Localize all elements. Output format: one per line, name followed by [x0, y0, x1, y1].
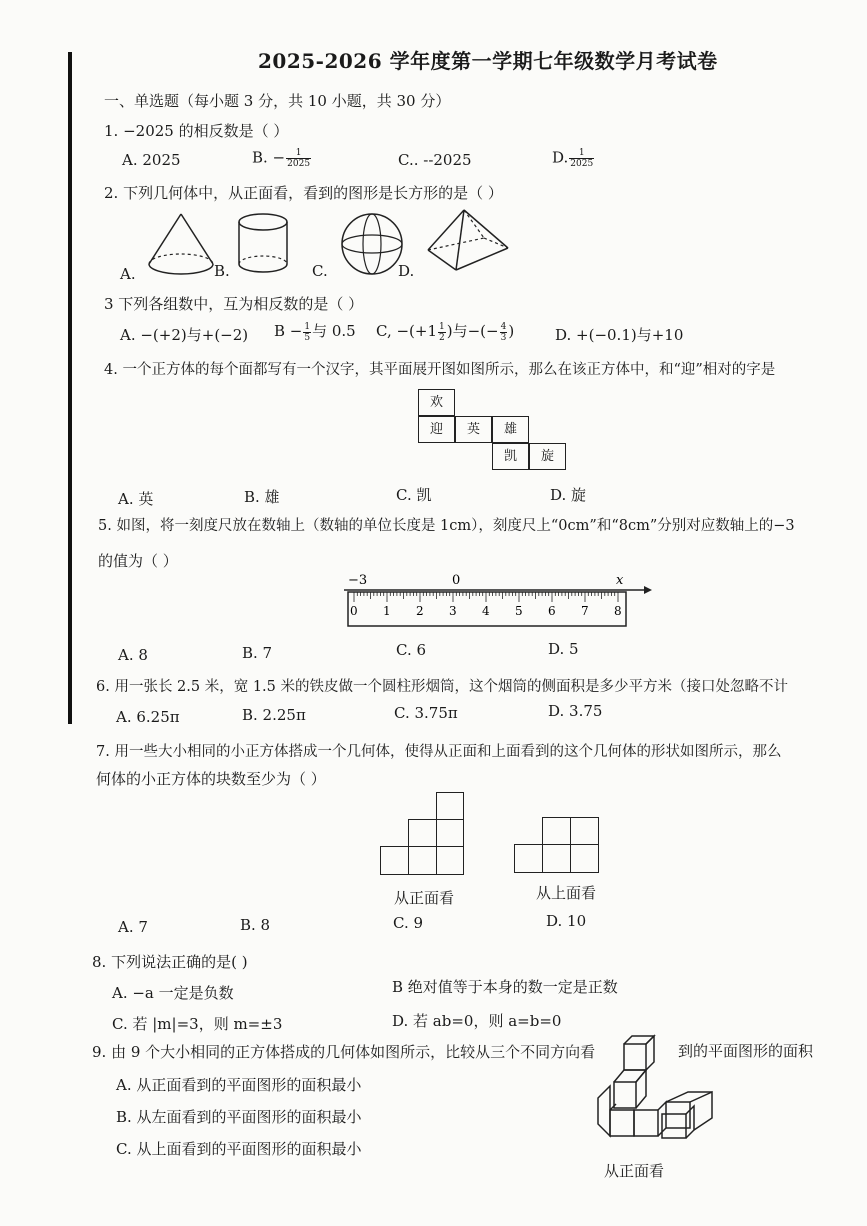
- option-a: A.: [120, 265, 136, 283]
- figure-label: 从正面看: [604, 1162, 665, 1180]
- question-stem: 8. 下列说法正确的是( ): [92, 953, 248, 971]
- question-stem-cont: 到的平面图形的面积: [678, 1042, 814, 1060]
- option-b: B. 2.25π: [242, 706, 306, 724]
- option-b: B. 雄: [244, 488, 280, 506]
- option-d: D. 旋: [550, 486, 587, 504]
- ruler-number: 6: [548, 604, 556, 618]
- ruler-numbers: [350, 604, 622, 618]
- ruler-number: 8: [614, 604, 622, 618]
- ruler-number: 4: [482, 604, 490, 618]
- question-stem: 2. 下列几何体中，从正面看，看到的图形是长方形的是（ ）: [104, 184, 503, 202]
- option-a: A. 7: [118, 918, 148, 936]
- axis-arrow: [644, 586, 652, 594]
- option-d: D. 5: [548, 640, 579, 658]
- option-c: C.. --2025: [398, 151, 472, 169]
- net-cell: 欢: [418, 389, 455, 416]
- number-line-ruler-figure: [340, 570, 650, 630]
- option-d: D. $\frac{1}{2025}$: [552, 148, 594, 169]
- option-c: C. 3.75π: [394, 704, 458, 722]
- question-stem: 3 下列各组数中，互为相反数的是（ ）: [104, 295, 364, 313]
- page-title: 2025-2026 学年度第一学期七年级数学月考试卷: [258, 49, 718, 73]
- option-b: B.: [214, 262, 230, 280]
- option-d: D. 10: [546, 912, 587, 930]
- option-c: C. 从上面看到的平面图形的面积最小: [116, 1140, 362, 1158]
- option-c: C. 9: [393, 914, 424, 932]
- option-d: D. 3.75: [548, 702, 603, 720]
- option-a: A. 英: [118, 490, 154, 508]
- axis-label: 0: [452, 573, 461, 588]
- section-heading: 一、单选题（每小题 3 分，共 10 小题，共 30 分）: [104, 92, 451, 110]
- net-cell: 旋: [529, 443, 566, 470]
- option-d: D. 若 ab=0，则 a=b=0: [392, 1012, 562, 1030]
- option-a: A. 8: [118, 646, 148, 664]
- net-cell: 英: [455, 416, 492, 443]
- net-cell: 雄: [492, 416, 529, 443]
- question-stem: 4. 一个正方体的每个面都写有一个汉字，其平面展开图如图所示，那么在该正方体中，和“迎”相对的字是: [104, 362, 776, 378]
- pyramid-figure: [424, 208, 514, 278]
- ruler-number: 7: [581, 604, 589, 618]
- option-c: C. 凯: [396, 486, 432, 504]
- option-b: B. 从左面看到的平面图形的面积最小: [116, 1108, 362, 1126]
- cylinder-figure: [236, 212, 296, 282]
- top-view-label: 从上面看: [536, 884, 597, 902]
- option-d: D.: [398, 262, 415, 280]
- ruler-number: 3: [449, 604, 457, 618]
- option-b: B. 7: [242, 644, 273, 662]
- option-b: B − $\frac{1}{5}$ 与 0.5: [274, 321, 356, 343]
- front-view-label: 从正面看: [394, 889, 455, 907]
- ruler-number: 5: [515, 604, 523, 618]
- question-stem: 7. 用一些大小相同的小正方体搭成一个几何体，使得从正面和上面看到的这个几何体的形状如图所示，那么: [96, 744, 782, 760]
- option-d: D. +(−0.1)与+10: [555, 326, 684, 344]
- option-b: B. − $\frac{1}{2025}$: [252, 148, 311, 169]
- option-b: B. 8: [240, 916, 271, 934]
- option-b: B 绝对值等于本身的数一定是正数: [392, 978, 618, 996]
- question-stem: 1. −2025 的相反数是（ ）: [104, 122, 289, 140]
- ruler-number: 1: [383, 604, 391, 618]
- option-c: C. 6: [396, 641, 427, 659]
- question-stem: 6. 用一张长 2.5 米，宽 1.5 米的铁皮做一个圆柱形烟筒，这个烟筒的侧面积是多少平方米（接口处忽略不计: [96, 679, 788, 695]
- option-c: C.: [312, 262, 328, 280]
- option-a: A. 2025: [122, 151, 181, 169]
- ruler-ticks: [354, 592, 618, 602]
- option-c: C. 若 |m|=3，则 m=±3: [112, 1015, 283, 1033]
- net-cell: 凯: [492, 443, 529, 470]
- option-c: C, −(+1 $\frac{1}{2}$ )与−(− $\frac{4}{3}$ ): [376, 321, 515, 343]
- question-stem-cont: 的值为（ ）: [98, 552, 178, 570]
- axis-label: −3: [348, 573, 368, 588]
- option-a: A. −a 一定是负数: [112, 984, 234, 1002]
- sphere-figure: [334, 210, 414, 280]
- cone-figure: [146, 212, 216, 282]
- question-stem-cont: 何体的小正方体的块数至少为（ ）: [96, 770, 326, 788]
- cube-stack-figure: [594, 1030, 724, 1145]
- axis-label: x: [616, 573, 624, 588]
- binding-margin-line: [68, 52, 72, 724]
- option-a: A. 6.25π: [116, 708, 180, 726]
- ruler-number: 2: [416, 604, 424, 618]
- ruler-number: 0: [350, 604, 358, 618]
- net-cell: 迎: [418, 416, 455, 443]
- question-stem: 5. 如图，将一刻度尺放在数轴上（数轴的单位长度是 1cm），刻度尺上“0cm”和“8cm”分别对应数轴上的−3: [98, 518, 795, 534]
- option-a: A. 从正面看到的平面图形的面积最小: [116, 1076, 362, 1094]
- question-stem: 9. 由 9 个大小相同的正方体搭成的几何体如图所示，比较从三个不同方向看: [92, 1043, 596, 1061]
- option-a: A. −(+2)与+(−2): [120, 326, 249, 344]
